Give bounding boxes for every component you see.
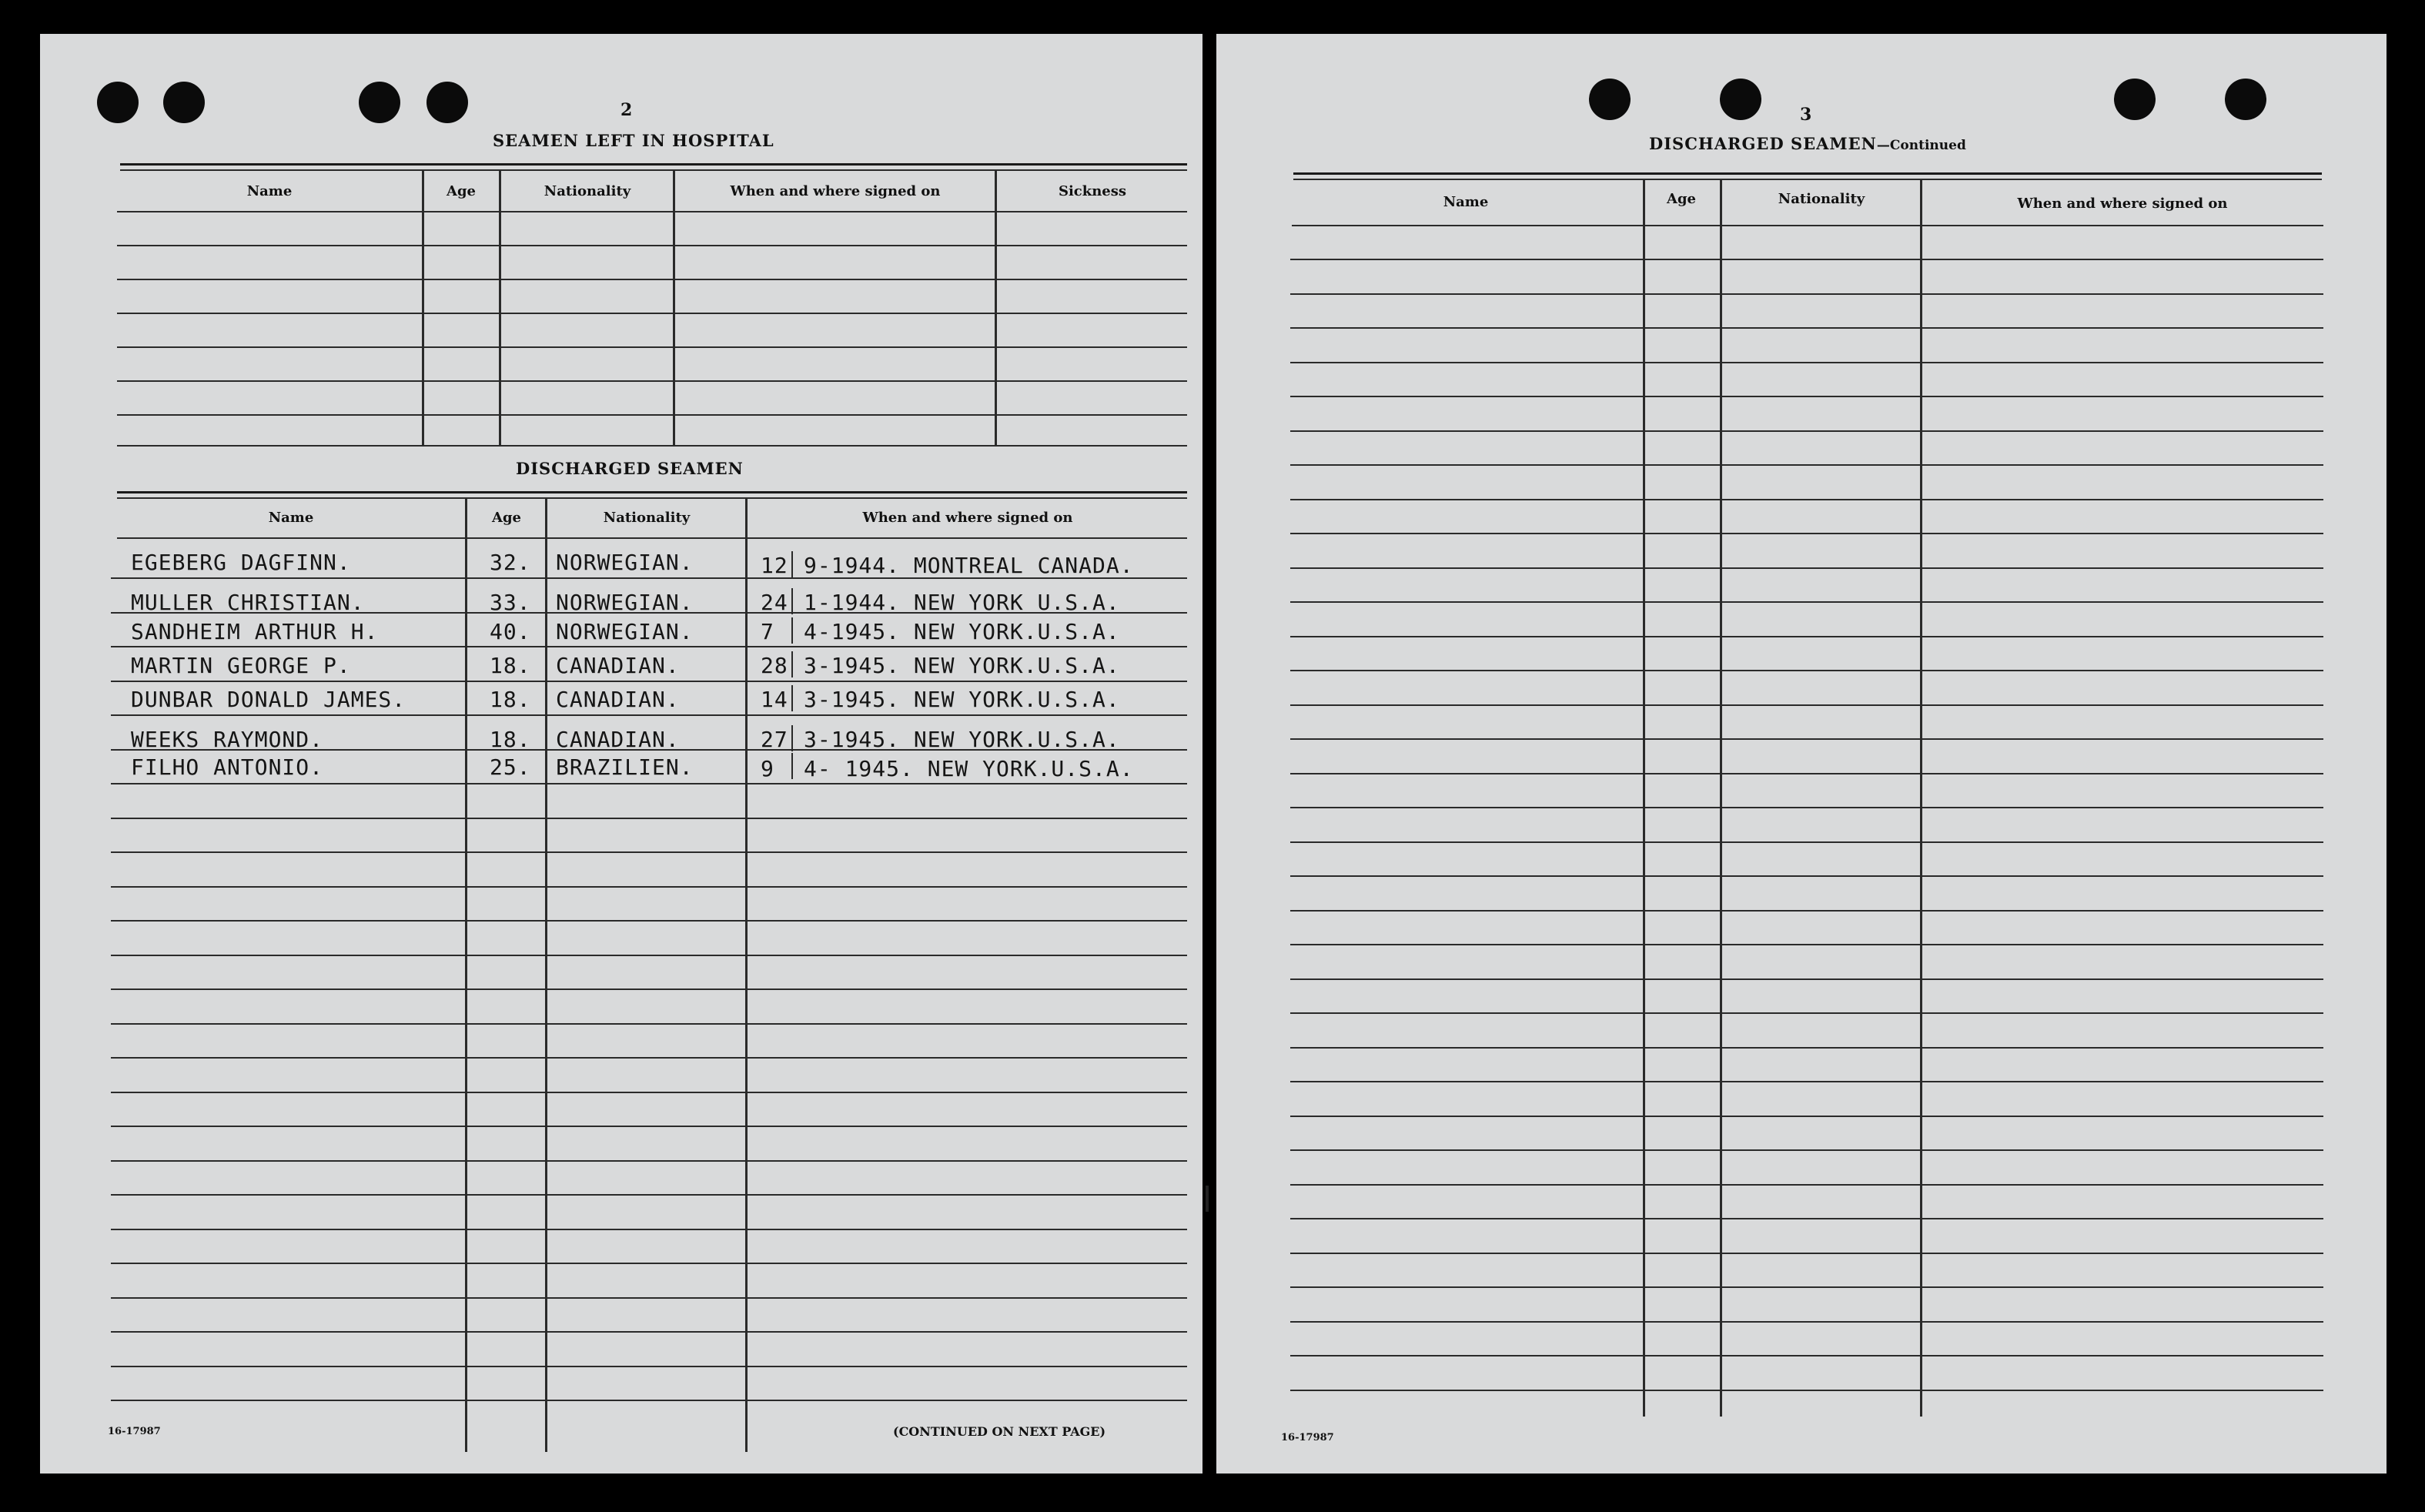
discharged-col-when-where: When and where signed on [862,510,1073,526]
punch-hole [1589,79,1631,120]
ruled-line [1290,1081,2323,1082]
punch-hole [426,82,468,123]
ruled-line [1290,293,2323,295]
row-6-date-place: 3-1945. NEW YORK.U.S.A. [804,727,1120,752]
row-7-day: 9 [761,756,774,781]
ruled-line [1290,464,2323,466]
ruled-line [111,1092,1187,1093]
ruled-line [1290,499,2323,500]
row-4-nationality: CANADIAN. [556,653,680,678]
ruled-line [1290,1253,2323,1254]
row-6-nationality: CANADIAN. [556,727,680,752]
row-5-age: 18. [490,687,531,712]
right-col-name: Name [1443,194,1489,210]
hospital-col-nationality: Nationality [544,183,631,199]
ruled-line [111,988,1187,990]
ruled-line [1290,738,2323,740]
ruled-line [1290,1116,2323,1117]
row-6-age: 18. [490,727,531,752]
ruled-line [111,1366,1187,1367]
row-2-nationality: NORWEGIAN. [556,590,694,615]
ruled-line [1290,841,2323,843]
ruled-line [1290,773,2323,774]
right-title-text: DISCHARGED SEAMEN [1649,134,1877,153]
row-1-age: 32. [490,550,531,575]
right-title-suffix: —Continued [1876,138,1966,153]
ruled-line [1290,396,2323,397]
ruled-line [1290,327,2323,329]
row-2-date-place: 1-1944. NEW YORK U.S.A. [804,590,1120,615]
ruled-line [1290,670,2323,671]
row-4-name: MARTIN GEORGE P. [131,653,351,678]
right-col-when-where: When and where signed on [2017,196,2228,212]
continued-note: (CONTINUED ON NEXT PAGE) [893,1424,1106,1439]
ruled-line [1290,978,2323,980]
row-2-age: 33. [490,590,531,615]
ruled-line [111,1400,1187,1401]
ruled-line [1290,1321,2323,1323]
ruled-line [111,1229,1187,1230]
row-4-age: 18. [490,653,531,678]
row-7-name: FILHO ANTONIO. [131,754,324,780]
row-5-name: DUNBAR DONALD JAMES. [131,687,406,712]
ruled-line [111,1160,1187,1162]
ruled-line [111,851,1187,853]
discharged-col-name: Name [268,510,314,526]
ruled-line [1290,1390,2323,1391]
row-3-nationality: NORWEGIAN. [556,619,694,644]
punch-hole [1720,79,1761,120]
punch-hole [2225,79,2266,120]
row-4-day: 28 [761,653,788,678]
row-5-day: 14 [761,687,788,712]
right-page [1216,34,2387,1474]
form-number: 16-17987 [108,1426,161,1437]
row-3-date-place: 4-1945. NEW YORK.U.S.A. [804,619,1120,644]
ruled-line [1290,704,2323,706]
row-3-name: SANDHEIM ARTHUR H. [131,619,379,644]
hospital-col-age: Age [446,183,476,199]
row-7-age: 25. [490,754,531,780]
ruled-line [111,1126,1187,1127]
row-4-date-place: 3-1945. NEW YORK.U.S.A. [804,653,1120,678]
hospital-section-title: SEAMEN LEFT IN HOSPITAL [493,131,774,150]
ruled-line [1290,1184,2323,1186]
page-number: 2 [620,100,633,120]
ruled-line [111,714,1187,716]
ruled-line [111,1263,1187,1264]
row-7-date-place: 4- 1945. NEW YORK.U.S.A. [804,756,1134,781]
row-3-day: 7 [761,619,774,644]
punch-hole [2114,79,2156,120]
discharged-section-title: DISCHARGED SEAMEN [516,459,744,478]
hospital-col-when-where: When and where signed on [730,183,941,199]
row-1-date-place: 9-1944. MONTREAL CANADA. [804,553,1134,578]
ruled-line [111,1057,1187,1059]
ruled-line [111,1194,1187,1196]
left-page [40,34,1202,1474]
row-1-nationality: NORWEGIAN. [556,550,694,575]
ruled-line [1290,601,2323,603]
ruled-line [1290,567,2323,569]
right-section-title [1649,134,1966,153]
form-number: 16-17987 [1281,1432,1334,1443]
row-5-date-place: 3-1945. NEW YORK.U.S.A. [804,687,1120,712]
discharged-col-nationality: Nationality [603,510,691,526]
ruled-line [111,1023,1187,1025]
ruled-line [1290,636,2323,637]
ruled-line [1290,1012,2323,1014]
ruled-line [111,1297,1187,1299]
discharged-col-age: Age [491,510,521,526]
ruled-line [111,681,1187,682]
ruled-line [1290,1218,2323,1219]
punch-hole [97,82,139,123]
ruled-line [111,920,1187,922]
ruled-line [1290,944,2323,945]
ruled-line [1290,1286,2323,1288]
row-1-day: 12 [761,553,788,578]
punch-hole [359,82,400,123]
row-2-day: 24 [761,590,788,615]
row-3-age: 40. [490,619,531,644]
punch-hole [163,82,205,123]
row-1-name: EGEBERG DAGFINN. [131,550,351,575]
ruled-line [1290,807,2323,808]
ruled-line [1290,1355,2323,1356]
ruled-line [1290,1149,2323,1151]
row-5-nationality: CANADIAN. [556,687,680,712]
ruled-line [111,1331,1187,1333]
hospital-col-name: Name [246,183,293,199]
ruled-line [111,955,1187,956]
ruled-line [1290,910,2323,912]
row-6-name: WEEKS RAYMOND. [131,727,324,752]
ruled-line [111,783,1187,784]
right-col-nationality: Nationality [1778,191,1865,207]
ruled-line [111,818,1187,819]
row-2-name: MULLER CHRISTIAN. [131,590,365,615]
ruled-line [111,646,1187,647]
right-col-age: Age [1666,191,1696,207]
ruled-line [1290,533,2323,534]
page-number: 3 [1800,105,1812,125]
ruled-line [1290,430,2323,432]
ruled-line [111,886,1187,888]
ruled-line [1290,259,2323,260]
ruled-line [1290,362,2323,363]
row-6-day: 27 [761,727,788,752]
row-7-nationality: BRAZILIEN. [556,754,694,780]
binding-mark [1206,1186,1209,1212]
ruled-line [1290,1047,2323,1049]
ruled-line [1290,875,2323,877]
hospital-col-sickness: Sickness [1058,183,1127,199]
